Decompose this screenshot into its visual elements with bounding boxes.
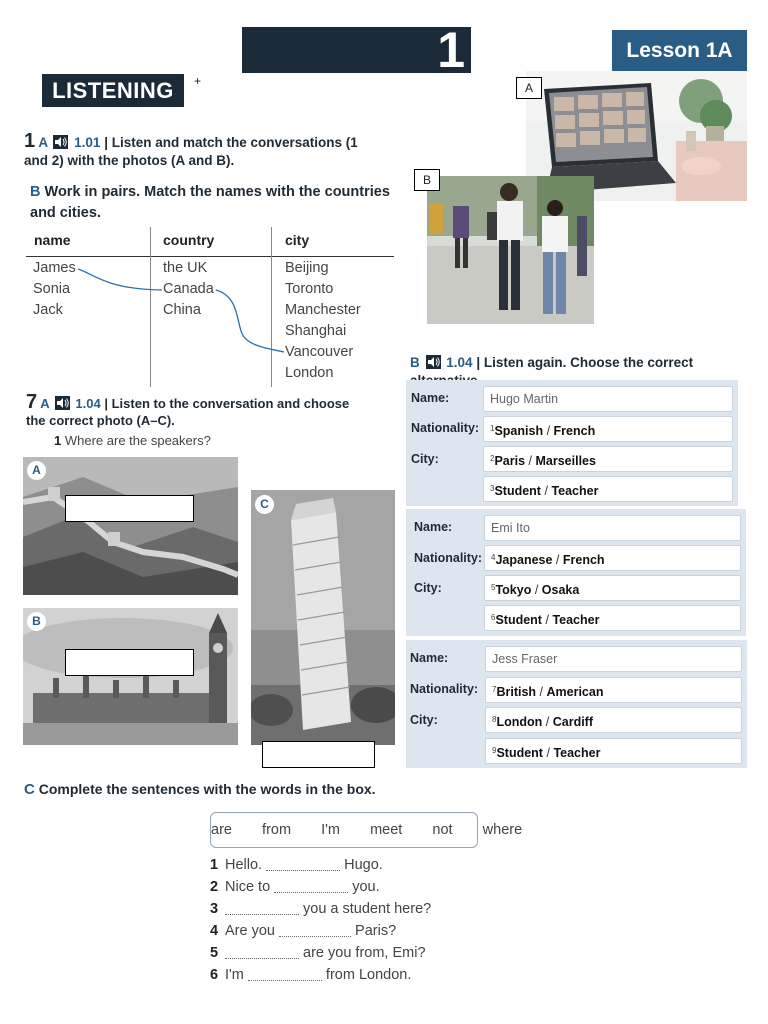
name-field[interactable]: Hugo Martin bbox=[483, 386, 733, 412]
label-nationality: Nationality: bbox=[414, 551, 483, 565]
item-number: 3 bbox=[490, 484, 495, 493]
item-number: 9 bbox=[492, 746, 497, 755]
blank-field[interactable] bbox=[225, 944, 299, 959]
slash: / bbox=[539, 685, 544, 699]
option-a[interactable]: Paris bbox=[494, 454, 526, 468]
option-a[interactable]: Student bbox=[496, 746, 543, 760]
match-lines bbox=[26, 227, 394, 387]
answer-box-b[interactable] bbox=[65, 649, 194, 676]
photo-great-wall bbox=[23, 457, 238, 595]
track-number: 1.04 bbox=[446, 355, 473, 370]
sentence-after: you. bbox=[348, 879, 380, 895]
sentence-number: 1 bbox=[210, 857, 219, 873]
sentence-item bbox=[210, 920, 510, 942]
sentence-after: from London. bbox=[321, 967, 412, 983]
option-b[interactable]: Cardiff bbox=[552, 715, 594, 729]
track-number: 1.01 bbox=[74, 135, 101, 150]
exercise-7a: 7 A 1.04 | Listen to the conversation and choose the correct photo (A–C). bbox=[26, 391, 350, 428]
slash: / bbox=[546, 746, 550, 760]
sentence-number: 6 bbox=[210, 967, 219, 983]
exercise-instruction: Complete the sentences with the words in the box. bbox=[38, 781, 376, 797]
blank-field[interactable] bbox=[279, 922, 351, 937]
city-cell: Toronto bbox=[285, 281, 334, 297]
option-b[interactable]: Marseilles bbox=[535, 454, 596, 468]
word-box: are from I'm meet not where bbox=[210, 812, 478, 848]
exercise-7b: B 1.04 | Listen again. Choose the correct bbox=[410, 354, 755, 390]
form-person-3 bbox=[406, 640, 747, 768]
exercise-instruction: Listen to the conversation and choose the correct photo (A–C). bbox=[26, 396, 350, 428]
slash: / bbox=[544, 484, 548, 498]
unit-number: 1 bbox=[437, 22, 465, 78]
job-choice[interactable] bbox=[485, 738, 742, 764]
audio-speaker-icon[interactable] bbox=[53, 135, 68, 149]
exercise-1b bbox=[30, 182, 390, 224]
label-name: Name: bbox=[414, 520, 453, 534]
photo-b-students bbox=[427, 176, 594, 324]
slash: / bbox=[545, 715, 550, 729]
item-number: 7 bbox=[492, 685, 497, 694]
option-a[interactable]: Tokyo bbox=[495, 583, 532, 597]
option-b[interactable]: Teacher bbox=[553, 746, 601, 760]
audio-speaker-icon[interactable] bbox=[426, 355, 441, 369]
photo-option-c: C bbox=[255, 495, 274, 514]
form-person-2 bbox=[406, 509, 746, 636]
lesson-badge: Lesson 1A bbox=[612, 30, 747, 72]
name-field[interactable]: Jess Fraser bbox=[485, 646, 742, 672]
option-b[interactable]: American bbox=[546, 685, 604, 699]
city-cell: Vancouver bbox=[285, 344, 354, 360]
city-choice[interactable] bbox=[484, 575, 741, 601]
track-number: 1.04 bbox=[75, 396, 101, 411]
section-title: LISTENING bbox=[42, 74, 184, 107]
name-field[interactable]: Emi Ito bbox=[484, 515, 741, 541]
label-name: Name: bbox=[410, 651, 449, 665]
exercise-letter: C bbox=[24, 781, 35, 798]
city-cell: Beijing bbox=[285, 260, 329, 276]
item-number: 8 bbox=[492, 715, 497, 724]
name-cell: Sonia bbox=[33, 281, 71, 297]
option-a[interactable]: Student bbox=[495, 613, 542, 627]
city-cell: Shanghai bbox=[285, 323, 347, 339]
label-city: City: bbox=[410, 713, 438, 727]
question-number: 1 bbox=[54, 433, 62, 448]
sentence-list bbox=[210, 854, 510, 986]
audio-speaker-icon[interactable] bbox=[55, 396, 70, 410]
sentence-number: 3 bbox=[210, 901, 219, 917]
country-cell: China bbox=[163, 302, 201, 318]
slash: / bbox=[534, 583, 539, 597]
answer-box-a[interactable] bbox=[65, 495, 194, 522]
sentence-before: Nice to bbox=[225, 879, 275, 895]
blank-field[interactable] bbox=[266, 856, 340, 871]
city-cell: London bbox=[285, 365, 334, 381]
answer-box-c[interactable] bbox=[262, 741, 375, 768]
option-a[interactable]: London bbox=[496, 715, 543, 729]
photo-option-a: A bbox=[27, 461, 46, 480]
slash: / bbox=[555, 553, 560, 567]
city-choice[interactable] bbox=[485, 707, 742, 733]
exercise-instruction: Listen again. Choose the correct bbox=[483, 355, 694, 370]
match-table bbox=[26, 227, 394, 387]
label-city: City: bbox=[411, 452, 439, 466]
label-nationality: Nationality: bbox=[410, 682, 479, 696]
sentence-item bbox=[210, 854, 510, 876]
item-number: 2 bbox=[490, 454, 495, 463]
exercise-number: 7 bbox=[26, 391, 38, 413]
blank-field[interactable] bbox=[274, 878, 348, 893]
name-cell: James bbox=[33, 260, 76, 276]
exercise-instruction: Listen and match the conversations (1 and 2) with the photos (A and B). bbox=[24, 135, 358, 168]
welcome-banner bbox=[242, 22, 471, 114]
photo-option-b: B bbox=[27, 612, 46, 631]
sentence-number: 2 bbox=[210, 879, 219, 895]
sentence-number: 4 bbox=[210, 923, 219, 939]
photo-pisa bbox=[251, 490, 395, 745]
sentence-after: you a student here? bbox=[299, 901, 432, 917]
exercise-1a: 1 A 1.01 | Listen and match the conversations (1 and 2) with the photos (A and B). bbox=[24, 130, 358, 168]
photo-b-label: B bbox=[414, 169, 440, 191]
exercise-letter: A bbox=[38, 135, 48, 150]
exercise-letter: B bbox=[410, 355, 420, 370]
item-number: 5 bbox=[491, 583, 496, 592]
option-b[interactable]: French bbox=[562, 553, 605, 567]
sentence-item bbox=[210, 942, 510, 964]
sentence-before: Hello. bbox=[225, 857, 267, 873]
item-number: 6 bbox=[491, 613, 496, 622]
nationality-choice[interactable] bbox=[485, 677, 742, 703]
exercise-number: 1 bbox=[24, 130, 36, 152]
option-b[interactable]: Teacher bbox=[551, 484, 599, 498]
label-city: City: bbox=[414, 581, 442, 595]
sentence-item bbox=[210, 876, 510, 898]
sentence-after: Paris? bbox=[351, 923, 397, 939]
option-a[interactable]: Japanese bbox=[495, 553, 553, 567]
city-cell: Manchester bbox=[285, 302, 361, 318]
slash: / bbox=[546, 424, 551, 438]
option-b[interactable]: Osaka bbox=[541, 583, 580, 597]
header-city: city bbox=[285, 232, 310, 248]
option-b[interactable]: Teacher bbox=[552, 613, 600, 627]
photo-london bbox=[23, 608, 238, 745]
item-number: 1 bbox=[490, 424, 495, 433]
label-name: Name: bbox=[411, 391, 450, 405]
exercise-instruction: Work in pairs. Match the names with the countries and cities. bbox=[30, 184, 390, 221]
sentence-item bbox=[210, 898, 510, 920]
header-country: country bbox=[163, 232, 215, 248]
name-cell: Jack bbox=[33, 302, 63, 318]
sentence-before: I'm bbox=[225, 967, 248, 983]
header-name: name bbox=[34, 232, 71, 248]
sentence-after: are you from, Emi? bbox=[299, 945, 426, 961]
job-choice[interactable] bbox=[484, 605, 741, 631]
option-a[interactable]: British bbox=[496, 685, 537, 699]
item-number: 4 bbox=[491, 553, 496, 562]
country-cell: Canada bbox=[163, 281, 214, 297]
exercise-letter: A bbox=[40, 396, 50, 411]
country-cell: the UK bbox=[163, 260, 208, 276]
exercise-c bbox=[24, 780, 376, 799]
blank-field[interactable] bbox=[248, 966, 322, 981]
job-choice[interactable] bbox=[483, 476, 733, 502]
label-nationality: Nationality: bbox=[411, 421, 480, 435]
nationality-choice[interactable] bbox=[483, 416, 733, 442]
question-text: Where are the speakers? bbox=[64, 433, 211, 448]
slash: / bbox=[545, 613, 549, 627]
slash: / bbox=[528, 454, 533, 468]
city-choice[interactable] bbox=[483, 446, 733, 472]
welcome-title: welcome! bbox=[264, 77, 415, 114]
plus-mark: + bbox=[194, 74, 202, 88]
sentence-after: Hugo. bbox=[340, 857, 383, 873]
exercise-letter: B bbox=[30, 184, 41, 200]
sentence-number: 5 bbox=[210, 945, 219, 961]
option-a[interactable]: Student bbox=[494, 484, 541, 498]
question-1 bbox=[54, 433, 211, 448]
option-a[interactable]: Spanish bbox=[494, 424, 544, 438]
option-b[interactable]: French bbox=[553, 424, 596, 438]
form-person-1 bbox=[406, 380, 738, 506]
blank-field[interactable] bbox=[225, 900, 299, 915]
sentence-before: Are you bbox=[225, 923, 279, 939]
photo-a-label: A bbox=[516, 77, 542, 99]
nationality-choice[interactable] bbox=[484, 545, 741, 571]
sentence-item bbox=[210, 964, 510, 986]
